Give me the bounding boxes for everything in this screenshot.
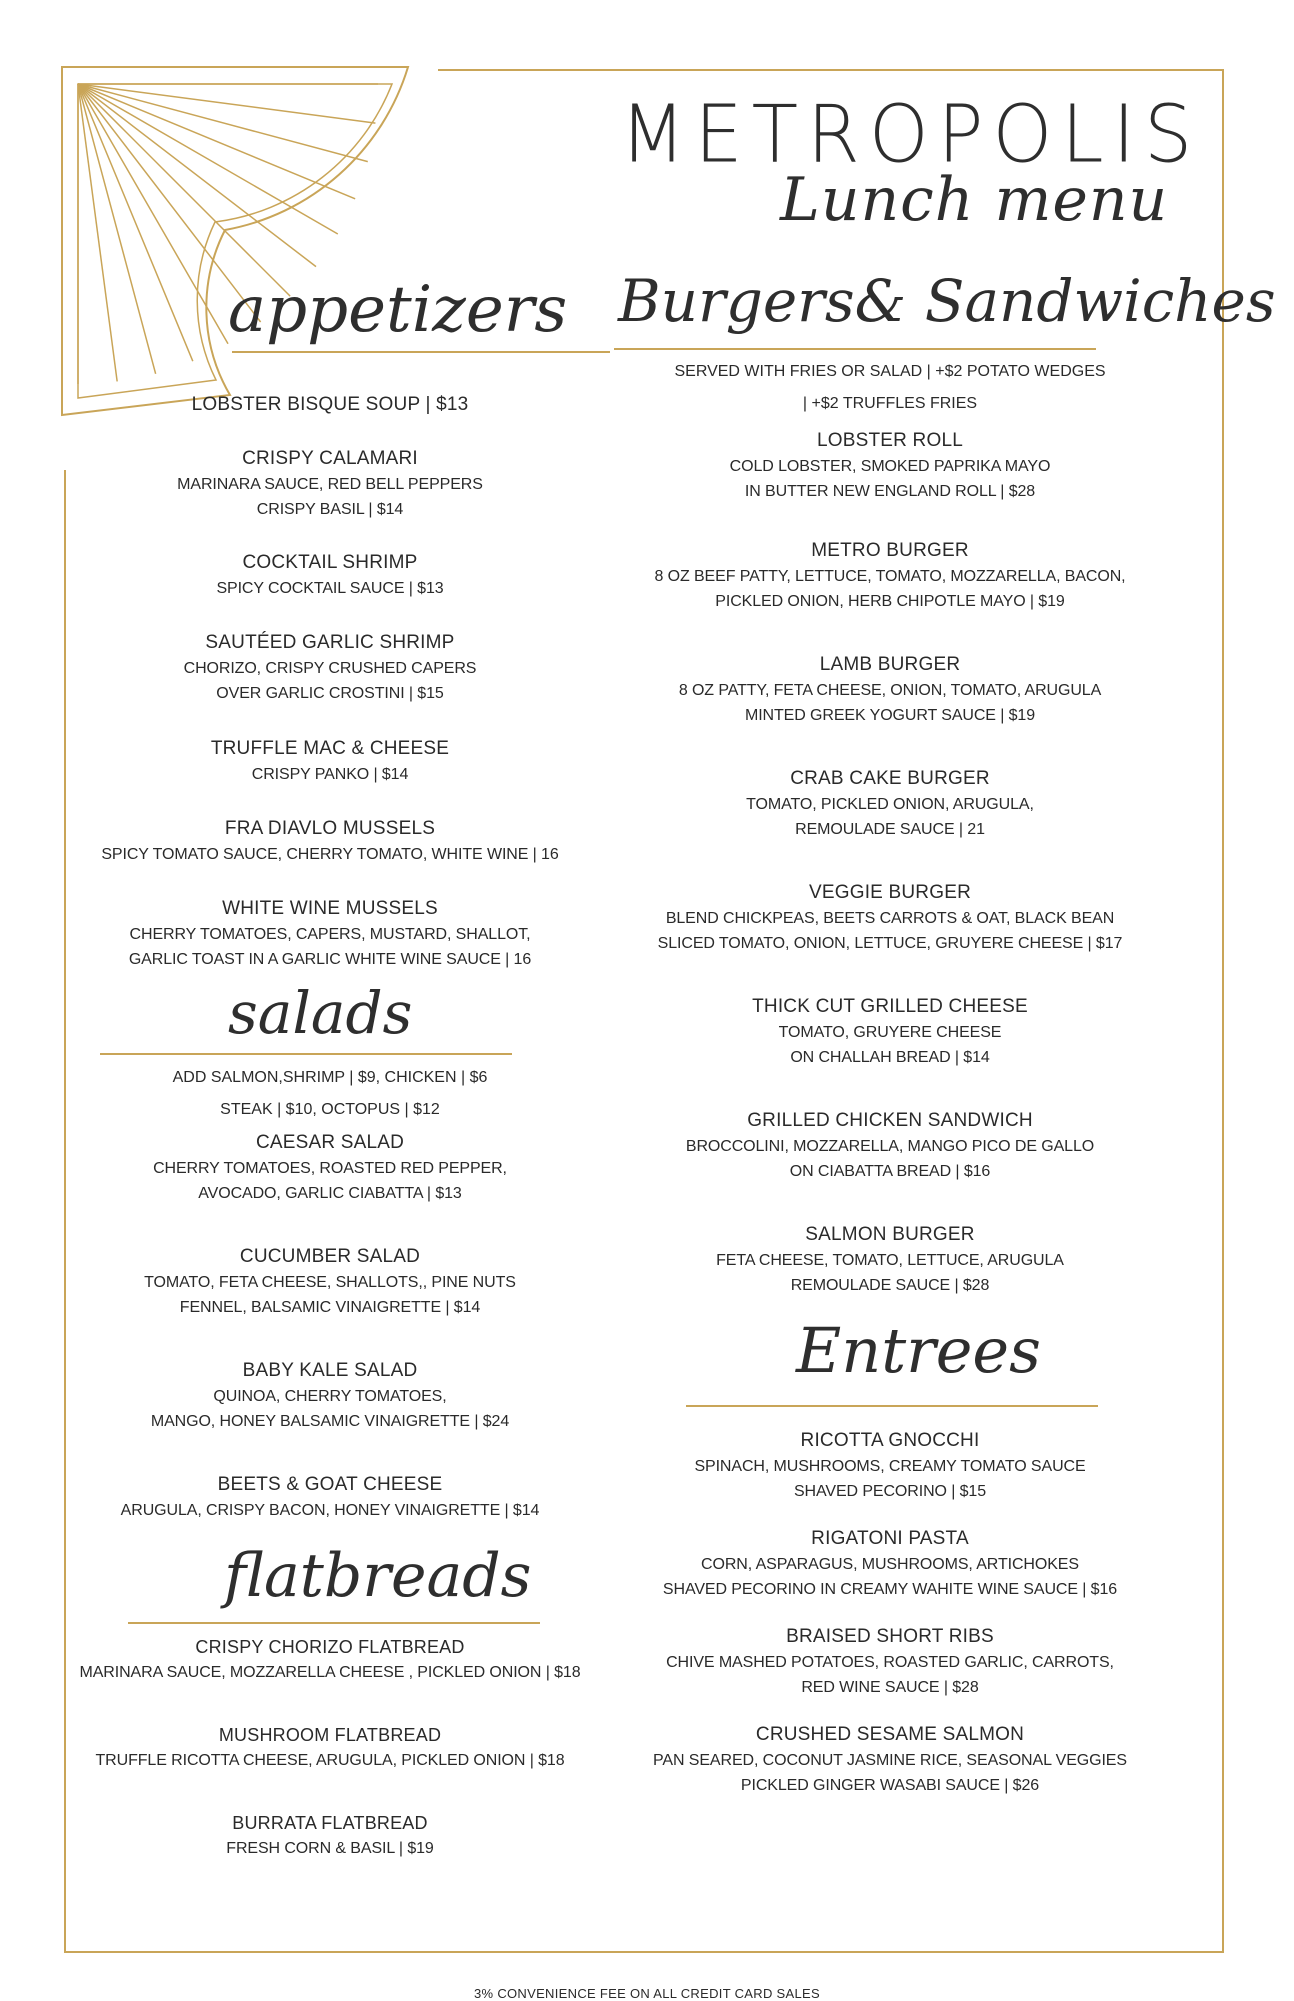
appetizers-rule (232, 351, 610, 353)
menu-item (70, 550, 590, 601)
menu-item (600, 1428, 1180, 1504)
section-note-line: STEAK | $10, OCTOPUS | $12 (220, 1101, 440, 1118)
menu-item (600, 994, 1180, 1070)
menu-item (70, 816, 590, 867)
menu-item (70, 1358, 590, 1434)
sunburst-ray (78, 84, 228, 344)
section-note (70, 1062, 590, 1126)
menu-item-description: QUINOA, CHERRY TOMATOES, (213, 1388, 447, 1405)
menu-item-name: CRISPY CALAMARI (242, 448, 418, 469)
menu-item-description: RED WINE SAUCE | $28 (801, 1679, 979, 1696)
menu-item-name: CUCUMBER SALAD (239, 1246, 421, 1267)
menu-item-description: 8 OZ PATTY, FETA CHEESE, ONION, TOMATO, ARUGULA (678, 682, 1102, 699)
menu-item (70, 1810, 590, 1861)
menu-item-description: SLICED TOMATO, ONION, LETTUCE, GRUYERE CHEESE | $17 (657, 935, 1123, 952)
menu-item (600, 1108, 1180, 1184)
menu-item (70, 896, 590, 972)
menu-item-description: TOMATO, GRUYERE CHEESE (778, 1024, 1002, 1041)
menu-item-name: WHITE WINE MUSSELS (222, 898, 438, 919)
menu-item-name: CRISPY CHORIZO FLATBREAD (195, 1637, 465, 1657)
menu-item-name: LOBSTER BISQUE SOUP | $13 (191, 394, 469, 415)
menu-item-name: COCKTAIL SHRIMP (242, 552, 418, 573)
menu-item (70, 392, 590, 418)
menu-item-name: LAMB BURGER (819, 654, 961, 675)
menu-item-description: ON CIABATTA BREAD | $16 (789, 1163, 991, 1180)
menu-item-description: ON CHALLAH BREAD | $14 (790, 1049, 990, 1066)
credit-card-fee-note: 3% CONVENIENCE FEE ON ALL CREDIT CARD SALES (474, 1986, 820, 2001)
menu-item-name: BRAISED SHORT RIBS (786, 1626, 994, 1647)
menu-item (600, 766, 1180, 842)
sunburst-ray (78, 84, 290, 296)
menu-item-name: CAESAR SALAD (255, 1132, 405, 1153)
restaurant-name: METROPOLIS (620, 86, 1202, 181)
menu-item-description: 8 OZ BEEF PATTY, LETTUCE, TOMATO, MOZZARELLA, BACON, (654, 568, 1126, 585)
menu-item-description: BLEND CHICKPEAS, BEETS CARROTS & OAT, BLACK BEAN (665, 910, 1115, 927)
frame-left (64, 470, 66, 1953)
menu-item-description: PICKLED GINGER WASABI SAUCE | $26 (740, 1777, 1040, 1794)
section-title-flatbreads: flatbreads (224, 1541, 532, 1611)
sunburst-ray (78, 84, 375, 123)
menu-item-description: FETA CHEESE, TOMATO, LETTUCE, ARUGULA (716, 1252, 1064, 1269)
menu-item (70, 630, 590, 706)
section-title-appetizers: appetizers (228, 273, 568, 347)
sunburst-ray (78, 84, 368, 162)
sunburst-ray (78, 84, 117, 381)
menu-item-name: BEETS & GOAT CHEESE (217, 1474, 443, 1495)
menu-item (70, 736, 590, 787)
menu-item-description: PICKLED ONION, HERB CHIPOTLE MAYO | $19 (715, 593, 1065, 610)
frame-top (438, 69, 1224, 71)
sunburst-ray (78, 84, 193, 361)
menu-item-description: SPINACH, MUSHROOMS, CREAMY TOMATO SAUCE (694, 1458, 1086, 1475)
section-title-burgers: Burgers& Sandwiches (618, 267, 1276, 335)
menu-item (600, 1624, 1180, 1700)
menu-item-description: CHORIZO, CRISPY CRUSHED CAPERS (183, 660, 477, 677)
menu-item-description: MARINARA SAUCE, RED BELL PEPPERS (177, 476, 483, 493)
menu-item-description: OVER GARLIC CROSTINI | $15 (216, 685, 444, 702)
section-note-line: ADD SALMON,SHRIMP | $9, CHICKEN | $6 (172, 1069, 488, 1086)
menu-item-description: SPICY COCKTAIL SAUCE | $13 (216, 580, 444, 597)
menu-item (70, 1130, 590, 1206)
menu-item-name: RICOTTA GNOCCHI (800, 1430, 980, 1451)
frame-bottom (64, 1951, 1224, 1953)
entrees-rule (686, 1405, 1098, 1407)
sunburst-ray (78, 84, 156, 374)
menu-item-name: LOBSTER ROLL (816, 430, 963, 451)
menu-item-name: RIGATONI PASTA (811, 1528, 969, 1549)
menu-item (70, 1244, 590, 1320)
menu-item-description: GARLIC TOAST IN A GARLIC WHITE WINE SAUCE | 16 (128, 951, 532, 968)
menu-item-description: REMOULADE SAUCE | 21 (795, 821, 985, 838)
menu-item-name: GRILLED CHICKEN SANDWICH (747, 1110, 1033, 1131)
menu-item-name: METRO BURGER (811, 540, 969, 561)
menu-item-description: SHAVED PECORINO | $15 (793, 1483, 987, 1500)
menu-item-name: VEGGIE BURGER (808, 882, 972, 903)
menu-item-description: ARUGULA, CRISPY BACON, HONEY VINAIGRETTE | $14 (120, 1502, 540, 1519)
menu-item-description: CHERRY TOMATOES, ROASTED RED PEPPER, (153, 1160, 507, 1177)
sunburst-ray (78, 84, 355, 199)
menu-item-name: THICK CUT GRILLED CHEESE (752, 996, 1028, 1017)
menu-item (600, 428, 1180, 504)
menu-item-description: CORN, ASPARAGUS, MUSHROOMS, ARTICHOKES (701, 1556, 1079, 1573)
menu-item (70, 1722, 590, 1773)
menu-item (600, 1722, 1180, 1798)
menu-item-description: AVOCADO, GARLIC CIABATTA | $13 (198, 1185, 462, 1202)
menu-item (600, 880, 1180, 956)
menu-item (600, 1222, 1180, 1298)
flatbreads-rule (128, 1622, 540, 1624)
section-note-line: SERVED WITH FRIES OR SALAD | +$2 POTATO WEDGES (674, 363, 1106, 380)
menu-item-name: BABY KALE SALAD (242, 1360, 418, 1381)
salads-rule (100, 1053, 512, 1055)
section-title-entrees: Entrees (796, 1314, 1041, 1387)
menu-item (70, 446, 590, 522)
menu-item-description: PAN SEARED, COCONUT JASMINE RICE, SEASONAL VEGGIES (653, 1752, 1127, 1769)
menu-item-description: MANGO, HONEY BALSAMIC VINAIGRETTE | $24 (150, 1413, 510, 1430)
section-note (600, 356, 1180, 420)
menu-subtitle: Lunch menu (780, 165, 1169, 235)
menu-item-name: CRUSHED SESAME SALMON (755, 1724, 1025, 1745)
menu-item (70, 1634, 590, 1685)
menu-item-name: BURRATA FLATBREAD (232, 1813, 428, 1833)
menu-item-description: MARINARA SAUCE, MOZZARELLA CHEESE , PICKLED ONION | $18 (79, 1664, 581, 1681)
menu-item-name: TRUFFLE MAC & CHEESE (210, 738, 450, 759)
art-deco-corner-ornament (0, 0, 440, 420)
menu-item-description: CRISPY PANKO | $14 (251, 766, 409, 783)
frame-right (1222, 69, 1224, 1953)
menu-item-name: SAUTÉED GARLIC SHRIMP (205, 632, 455, 653)
menu-item-description: MINTED GREEK YOGURT SAUCE | $19 (744, 707, 1036, 724)
sunburst-ray (78, 84, 338, 234)
menu-item-description: CHERRY TOMATOES, CAPERS, MUSTARD, SHALLOT, (129, 926, 531, 943)
section-title-salads: salads (228, 979, 413, 1047)
section-note-line: | +$2 TRUFFLES FRIES (802, 395, 978, 412)
menu-item-description: BROCCOLINI, MOZZARELLA, MANGO PICO DE GALLO (685, 1138, 1095, 1155)
menu-item-description: SPICY TOMATO SAUCE, CHERRY TOMATO, WHITE WINE | 16 (101, 846, 559, 863)
menu-item-description: FRESH CORN & BASIL | $19 (226, 1840, 434, 1857)
menu-item (600, 652, 1180, 728)
menu-item (70, 1472, 590, 1523)
menu-item-description: CHIVE MASHED POTATOES, ROASTED GARLIC, CARROTS, (666, 1654, 1114, 1671)
menu-item-description: FENNEL, BALSAMIC VINAIGRETTE | $14 (179, 1299, 481, 1316)
menu-item-description: COLD LOBSTER, SMOKED PAPRIKA MAYO (729, 458, 1051, 475)
menu-item-description: SHAVED PECORINO IN CREAMY WAHITE WINE SAUCE | $16 (662, 1581, 1118, 1598)
menu-item-description: CRISPY BASIL | $14 (256, 501, 404, 518)
menu-item-description: TOMATO, FETA CHEESE, SHALLOTS,, PINE NUTS (144, 1274, 516, 1291)
burgers-rule (614, 348, 1096, 350)
menu-item-description: TRUFFLE RICOTTA CHEESE, ARUGULA, PICKLED ONION | $18 (95, 1752, 565, 1769)
menu-item-name: SALMON BURGER (805, 1224, 975, 1245)
menu-item (600, 538, 1180, 614)
menu-item-description: TOMATO, PICKLED ONION, ARUGULA, (746, 796, 1034, 813)
menu-item-name: CRAB CAKE BURGER (790, 768, 990, 789)
menu-item-description: REMOULADE SAUCE | $28 (790, 1277, 990, 1294)
menu-item-description: IN BUTTER NEW ENGLAND ROLL | $28 (744, 483, 1036, 500)
menu-item-name: MUSHROOM FLATBREAD (218, 1725, 442, 1745)
menu-item-name: FRA DIAVLO MUSSELS (224, 818, 436, 839)
menu-item (600, 1526, 1180, 1602)
